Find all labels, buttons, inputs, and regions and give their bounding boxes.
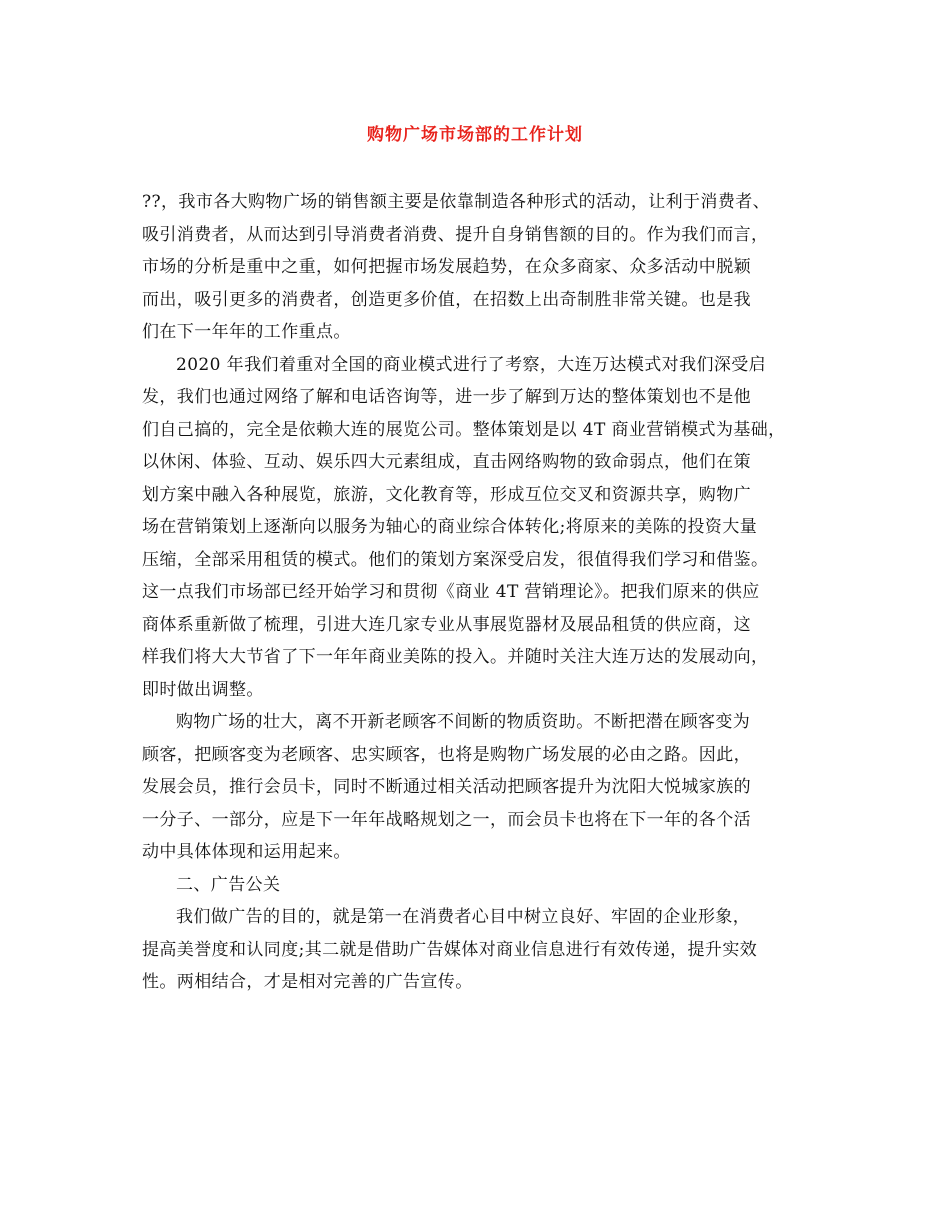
- text-line: 购物广场的壮大，离不开新老顾客不间断的物质资助。不断把潜在顾客变为: [176, 712, 751, 732]
- text-line: 2020 年我们着重对全国的商业模式进行了考察，大连万达模式对我们深受启: [176, 354, 767, 375]
- text-line: 提高美誉度和认同度;其二就是借助广告媒体对商业信息进行有效传递，提升实效: [142, 939, 758, 960]
- text-line: 即时做出调整。: [142, 679, 264, 700]
- text-line: 我们做广告的目的，就是第一在消费者心目中树立良好、牢固的企业形象，: [176, 907, 751, 927]
- text-line: 压缩，全部采用租赁的模式。他们的策划方案深受启发，很值得我们学习和借鉴。: [142, 549, 769, 570]
- text-line: 们自己搞的，完全是依赖大连的展览公司。整体策划是以 4T 商业营销模式为基础，: [142, 419, 786, 440]
- text-line: 们在下一年年的工作重点。: [142, 322, 351, 342]
- text-line: 吸引消费者，从而达到引导消费者消费、提升自身销售额的目的。作为我们而言，: [142, 224, 769, 245]
- document-title: 购物广场市场部的工作计划: [367, 125, 583, 145]
- text-line: 场在营销策划上逐渐向以服务为轴心的商业综合体转化;将原来的美陈的投资大量: [142, 517, 758, 537]
- text-line: 市场的分析是重中之重，如何把握市场发展趋势，在众多商家、众多活动中脱颖: [142, 257, 751, 277]
- text-line: 商体系重新做了梳理，引进大连几家专业从事展览器材及展品租赁的供应商，这: [142, 614, 751, 635]
- document-body: [142, 186, 812, 999]
- text-line: 一分子、一部分，应是下一年年战略规划之一，而会员卡也将在下一年的各个活: [142, 809, 751, 830]
- text-line: 发展会员，推行会员卡，同时不断通过相关活动把顾客提升为沈阳大悦城家族的: [142, 777, 751, 797]
- text-line: 以休闲、体验、互动、娱乐四大元素组成，直击网络购物的致命弱点，他们在策: [142, 452, 751, 472]
- text-line: ??，我市各大购物广场的销售额主要是依靠制造各种形式的活动，让利于消费者、: [142, 192, 771, 212]
- text-line: 而出，吸引更多的消费者，创造更多价值，在招数上出奇制胜非常关键。也是我: [142, 289, 751, 310]
- text-line: 性。两相结合，才是相对完善的广告宣传。: [142, 972, 473, 992]
- text-line: 顾客，把顾客变为老顾客、忠实顾客，也将是购物广场发展的必由之路。因此，: [142, 744, 751, 765]
- text-line: 样我们将大大节省了下一年年商业美陈的投入。并随时关注大连万达的发展动向，: [142, 647, 769, 667]
- text-line: 动中具体体现和运用起来。: [142, 842, 351, 862]
- text-line: 二、广告公关: [176, 874, 281, 895]
- text-line: 发，我们也通过网络了解和电话咨询等，进一步了解到万达的整体策划也不是他: [142, 387, 751, 407]
- text-line: 划方案中融入各种展览，旅游，文化教育等，形成互位交叉和资源共享，购物广: [142, 484, 751, 505]
- text-line: 这一点我们市场部已经开始学习和贯彻《商业 4T 营销理论》。把我们原来的供应: [142, 582, 760, 602]
